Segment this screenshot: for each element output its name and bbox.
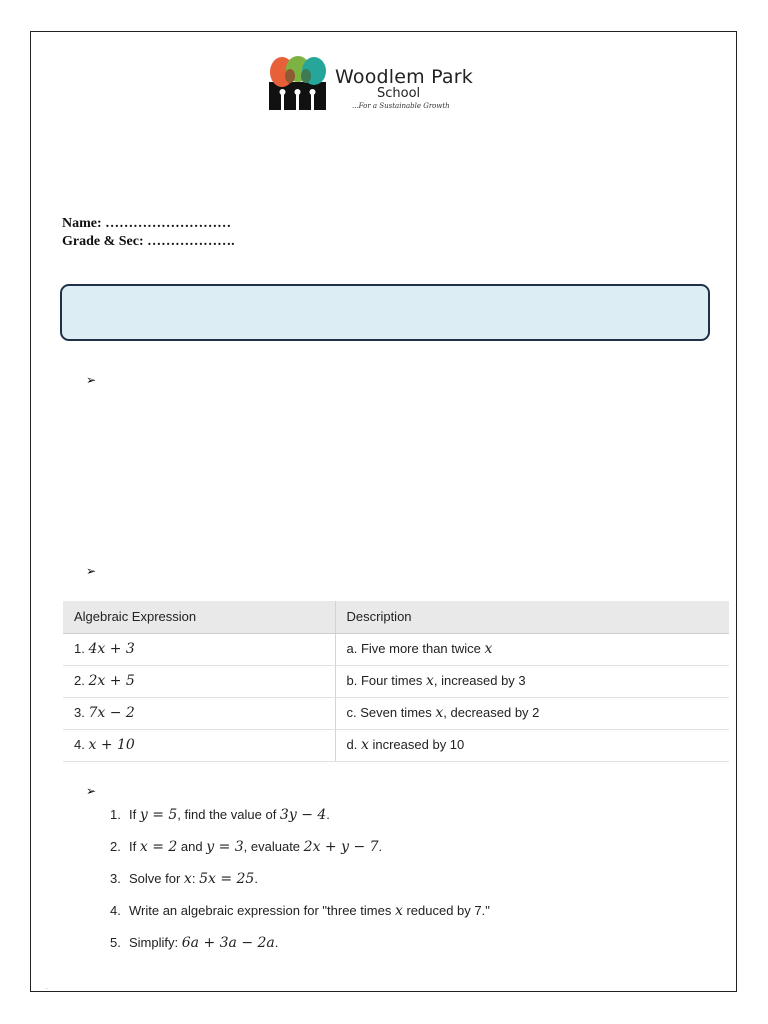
expression-math: 7x − 2 [88,705,135,721]
logo-tagline: ...For a Sustainable Growth [352,102,450,110]
expression-math: 4x + 3 [88,641,135,657]
question-math: y = 3 [206,839,244,855]
section-bullet-2: ➢ [86,564,97,578]
footer-mark: . [46,985,48,991]
name-field[interactable]: Name: ……………………… [62,216,232,231]
question-item [110,868,490,900]
title-box [60,284,710,341]
question-math: x [183,871,192,887]
column-header: Description [335,601,729,633]
question-number: 5. [110,935,121,950]
question-text: If [129,839,140,854]
description-variable: x [425,673,434,689]
table-header-row [63,601,729,633]
question-item [110,804,490,836]
question-math: x = 2 [139,839,178,855]
expression-cell [63,729,335,761]
description-variable: x [484,641,493,657]
column-header: Algebraic Expression [63,601,335,633]
matching-table [63,601,729,762]
question-number: 1. [110,807,121,822]
logo-sub: School [377,86,421,101]
question-text: If [129,807,140,822]
expression-math: 2x + 5 [88,673,135,689]
description-cell [335,633,729,665]
row-number: 1. [74,641,85,656]
question-text: : [191,871,200,886]
expression-cell [63,665,335,697]
description-cell [335,665,729,697]
description-text: d. [346,737,361,752]
question-number: 2. [110,839,121,854]
description-text: increased by 10 [368,737,465,752]
table-row [63,697,729,729]
description-cell [335,697,729,729]
question-text: , find the value of [177,807,280,822]
question-math: 6a + 3a − 2a [181,935,275,951]
table-row [63,729,729,761]
description-text: , decreased by 2 [443,705,540,720]
question-text: . [326,807,330,822]
question-number: 3. [110,871,121,886]
question-math: 5x = 25 [199,871,255,887]
section-bullet-1: ➢ [86,373,97,387]
description-text: a. Five more than twice [346,641,485,656]
question-text: Write an algebraic expression for "three times [129,903,395,918]
row-number: 2. [74,673,85,688]
question-item [110,836,490,868]
table-row [63,633,729,665]
question-text: reduced by 7." [402,903,490,918]
description-text: b. Four times [346,673,426,688]
question-text: , evaluate [243,839,304,854]
question-text: Solve for [129,871,184,886]
question-math: 3y − 4 [279,807,327,823]
row-number: 4. [74,737,85,752]
question-text: and [177,839,207,854]
expression-cell [63,633,335,665]
question-item [110,932,490,964]
question-text: . [274,935,279,950]
question-number: 4. [110,903,121,918]
grade-section-field[interactable]: Grade & Sec: ………………. [62,234,235,249]
logo-name: Woodlem Park [335,66,473,88]
section-bullet-3: ➢ [86,784,97,798]
description-text: , increased by 3 [433,673,526,688]
expression-cell [63,697,335,729]
question-item [110,900,490,932]
question-math: 2x + y − 7 [303,839,379,855]
table-row [63,665,729,697]
description-variable: x [360,737,369,753]
question-math: y = 5 [139,807,178,823]
description-variable: x [435,705,444,721]
row-number: 3. [74,705,85,720]
expression-math: x + 10 [88,737,135,753]
question-text: . [378,839,383,854]
description-cell [335,729,729,761]
description-text: c. Seven times [346,705,436,720]
question-math: x [394,903,403,919]
question-text: . [254,871,258,886]
question-text: Simplify: [129,935,182,950]
question-list [110,804,490,964]
